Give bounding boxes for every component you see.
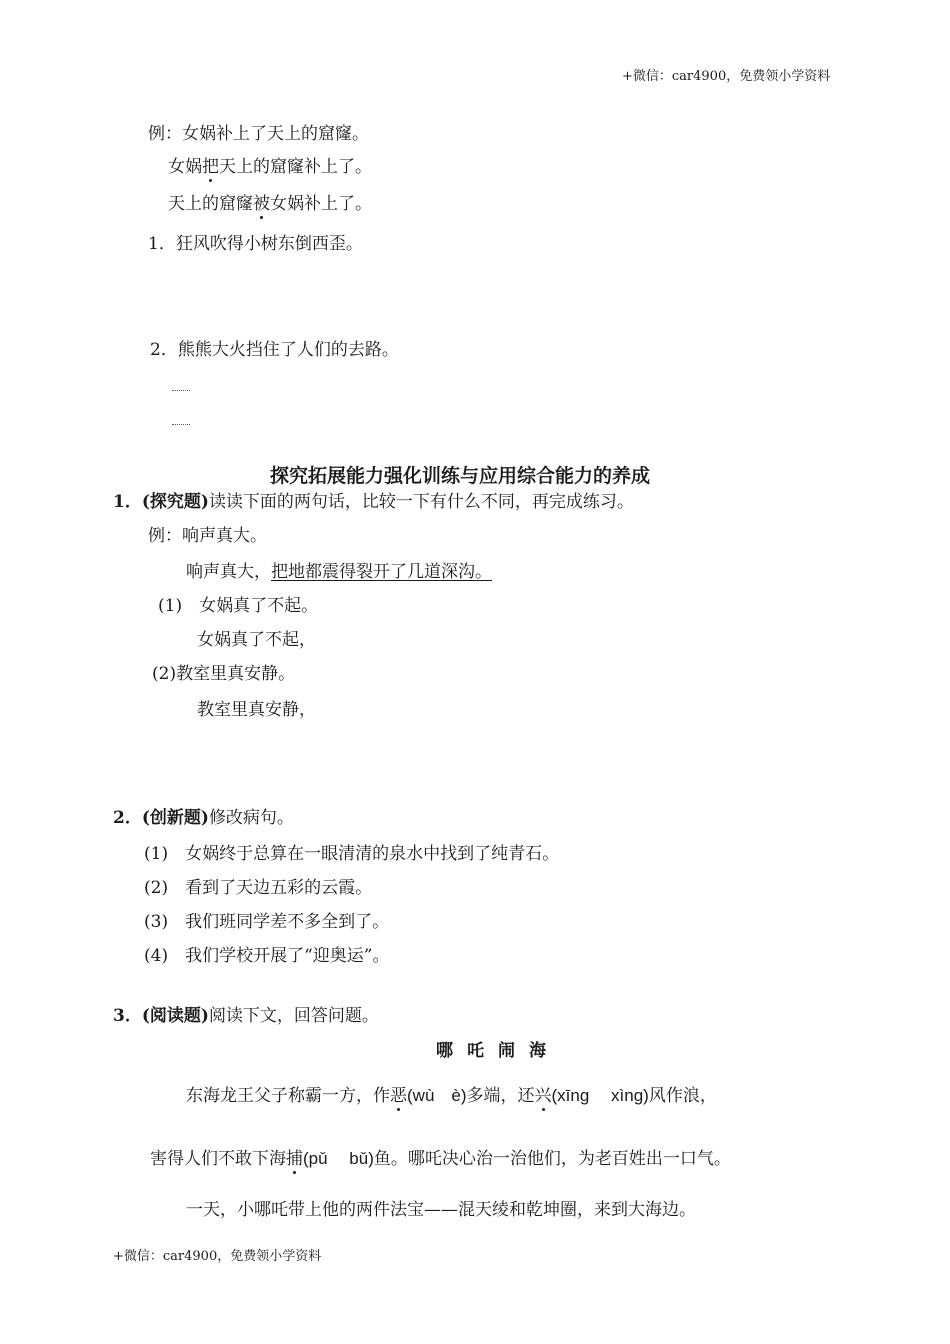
p1-sub-2: (2)教室里真安静。: [152, 664, 296, 684]
p2-item: (2) 看到了天边五彩的云霞。: [144, 878, 373, 898]
emphasis-e: 恶: [390, 1086, 407, 1106]
exercise-1: 1．狂风吹得小树东倒西歪。: [148, 234, 363, 254]
p1-example-1: 例：响声真大。: [148, 526, 267, 546]
story-paragraph-2: 一天，小哪吒带上他的两件法宝——混天绫和乾坤圈，来到大海边。: [186, 1200, 696, 1220]
emphasis-ba: 把: [202, 157, 219, 177]
exercise-2: 2．熊熊大火挡住了人们的去路。: [150, 340, 399, 360]
p1-example-2: 响声真大，把地都震得裂开了几道深沟。: [186, 562, 492, 582]
p1-sub-2-blank: 教室里真安静，: [197, 700, 316, 720]
section-title: 探究拓展能力强化训练与应用综合能力的养成: [270, 465, 651, 487]
example-sentence-1: 例：女娲补上了天上的窟窿。: [148, 124, 369, 144]
answer-blank-line: [172, 390, 190, 391]
page-header: +微信：car4900，免费领小学资料: [622, 69, 831, 84]
tag-reading: (阅读题): [141, 1006, 209, 1026]
problem-1-heading: 1．(探究题)读读下面的两句话，比较一下有什么不同，再完成练习。: [113, 492, 634, 512]
page-footer: +微信：car4900，免费领小学资料: [113, 1249, 322, 1264]
p2-item: (1) 女娲终于总算在一眼清清的泉水中找到了纯青石。: [144, 844, 560, 864]
emphasis-bei: 被: [253, 194, 270, 214]
problem-3-heading: 3．(阅读题)阅读下文，回答问题。: [113, 1006, 379, 1026]
story-paragraph-1: 东海龙王父子称霸一方，作恶(wù è)多端，还兴(xīng xìng)风作浪，: [186, 1086, 717, 1106]
problem-2-heading: 2．(创新题)修改病句。: [113, 808, 294, 828]
example-sentence-2: 女娲把天上的窟窿补上了。: [168, 157, 372, 177]
underlined-phrase: 把地都震得裂开了几道深沟。: [271, 562, 492, 582]
tag-explore: (探究题): [141, 492, 209, 512]
p2-item: (4) 我们学校开展了“迎奥运”。: [144, 946, 390, 966]
example-sentence-3: 天上的窟窿被女娲补上了。: [168, 194, 372, 214]
answer-blank-line: [172, 424, 190, 425]
story-paragraph-1-cont: 害得人们不敢下海捕(pǔ bǔ)鱼。哪吒决心治一治他们，为老百姓出一口气。: [150, 1149, 731, 1169]
emphasis-bu: 捕: [286, 1149, 303, 1169]
p2-item: (3) 我们班同学差不多全到了。: [144, 912, 390, 932]
p1-sub-1-blank: 女娲真了不起，: [197, 630, 316, 650]
emphasis-xing: 兴: [534, 1086, 552, 1106]
p1-sub-1: (1) 女娲真了不起。: [158, 596, 319, 616]
tag-innovate: (创新题): [141, 808, 209, 828]
story-title: 哪吒闹海: [436, 1041, 560, 1061]
